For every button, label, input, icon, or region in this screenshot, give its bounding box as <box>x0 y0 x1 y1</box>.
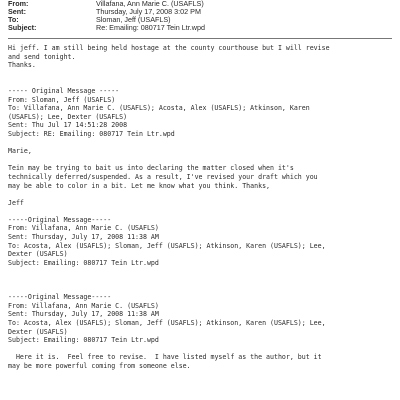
body-line: may be more powerful coming from someone else. <box>8 361 191 370</box>
body-line <box>8 345 396 354</box>
body-line: and send tonight. <box>8 52 76 61</box>
body-line: Here it is. Feel free to revise. I have listed myself as the author, but it <box>8 353 322 362</box>
body-line: Sent: Thursday, July 17, 2008 11:38 AM <box>8 310 159 319</box>
body-line: technically deferred/suspended. As a result, I've revised your draft which you <box>8 172 318 181</box>
from-label: From: <box>8 0 29 8</box>
body-line: Sent: Thursday, July 17, 2008 11:38 AM <box>8 233 159 242</box>
body-line: Dexter (USAFLS) <box>8 250 68 259</box>
body-line <box>8 190 396 199</box>
body-line <box>8 276 396 285</box>
body-line: (USAFLS); Lee, Dexter (USAFLS) <box>8 112 128 121</box>
from-value: Villafana, Ann Marie C. (USAFLS) <box>96 0 204 8</box>
body-line <box>8 207 396 216</box>
header-divider <box>8 38 392 39</box>
body-line <box>8 78 396 87</box>
body-line: Sent: Thu Jul 17 14:51:28 2008 <box>8 121 128 130</box>
header-subject-row <box>8 24 392 32</box>
body-line: Thanks. <box>8 61 36 70</box>
body-line: Tein may be trying to bait us into declaring the matter closed when it's <box>8 164 294 173</box>
body-line: may be able to color in a bit. Let me know what you think. Thanks, <box>8 181 271 190</box>
body-line: To: Acosta, Alex (USAFLS); Sloman, Jeff (USAFLS); Atkinson, Karen (USAFLS); Lee, <box>8 319 326 327</box>
email-body <box>8 44 396 371</box>
body-line: -----Original Message----- <box>8 215 112 224</box>
sent-value: Thursday, July 17, 2008 3:02 PM <box>96 7 201 17</box>
body-line: Dexter (USAFLS) <box>8 327 68 336</box>
header-sent-row <box>8 8 392 16</box>
body-line: -----Original Message----- <box>8 293 112 302</box>
body-line <box>8 267 396 276</box>
body-line: Marie, <box>8 147 32 156</box>
body-line: Subject: Emailing: 080717 Tein Ltr.wpd <box>8 336 159 345</box>
to-label: To: <box>8 15 19 25</box>
body-line: ----- Original Message ----- <box>8 86 120 95</box>
body-line: Subject: RE: Emailing: 080717 Tein Ltr.wpd <box>8 129 175 138</box>
body-line: From: Villafana, Ann Marie C. (USAFLS) <box>8 224 159 233</box>
body-line: From: Villafana, Ann Marie C. (USAFLS) <box>8 301 159 310</box>
sent-label: Sent: <box>8 7 26 17</box>
body-line: Jeff <box>8 198 24 207</box>
body-line: To: Acosta, Alex (USAFLS); Sloman, Jeff (USAFLS); Atkinson, Karen (USAFLS); Lee, <box>8 241 326 250</box>
body-line: Hi jeff. I am still being held hostage at the county courthouse but I will revise <box>8 44 330 52</box>
subject-label: Subject: <box>8 23 37 33</box>
body-line <box>8 285 396 294</box>
body-line <box>8 70 396 79</box>
subject-value: Re: Emailing: 080717 Tein Ltr.wpd <box>96 23 205 33</box>
body-line: From: Sloman, Jeff (USAFLS) <box>8 95 116 104</box>
body-line <box>8 139 396 148</box>
body-line: To: Villafana, Ann Marie C. (USAFLS); Acosta, Alex (USAFLS); Atkinson, Karen <box>8 104 310 113</box>
body-line <box>8 156 396 165</box>
to-value: Sloman, Jeff (USAFLS) <box>96 15 171 25</box>
email-header <box>8 0 392 32</box>
body-line: Subject: Emailing: 080717 Tein Ltr.wpd <box>8 258 159 267</box>
